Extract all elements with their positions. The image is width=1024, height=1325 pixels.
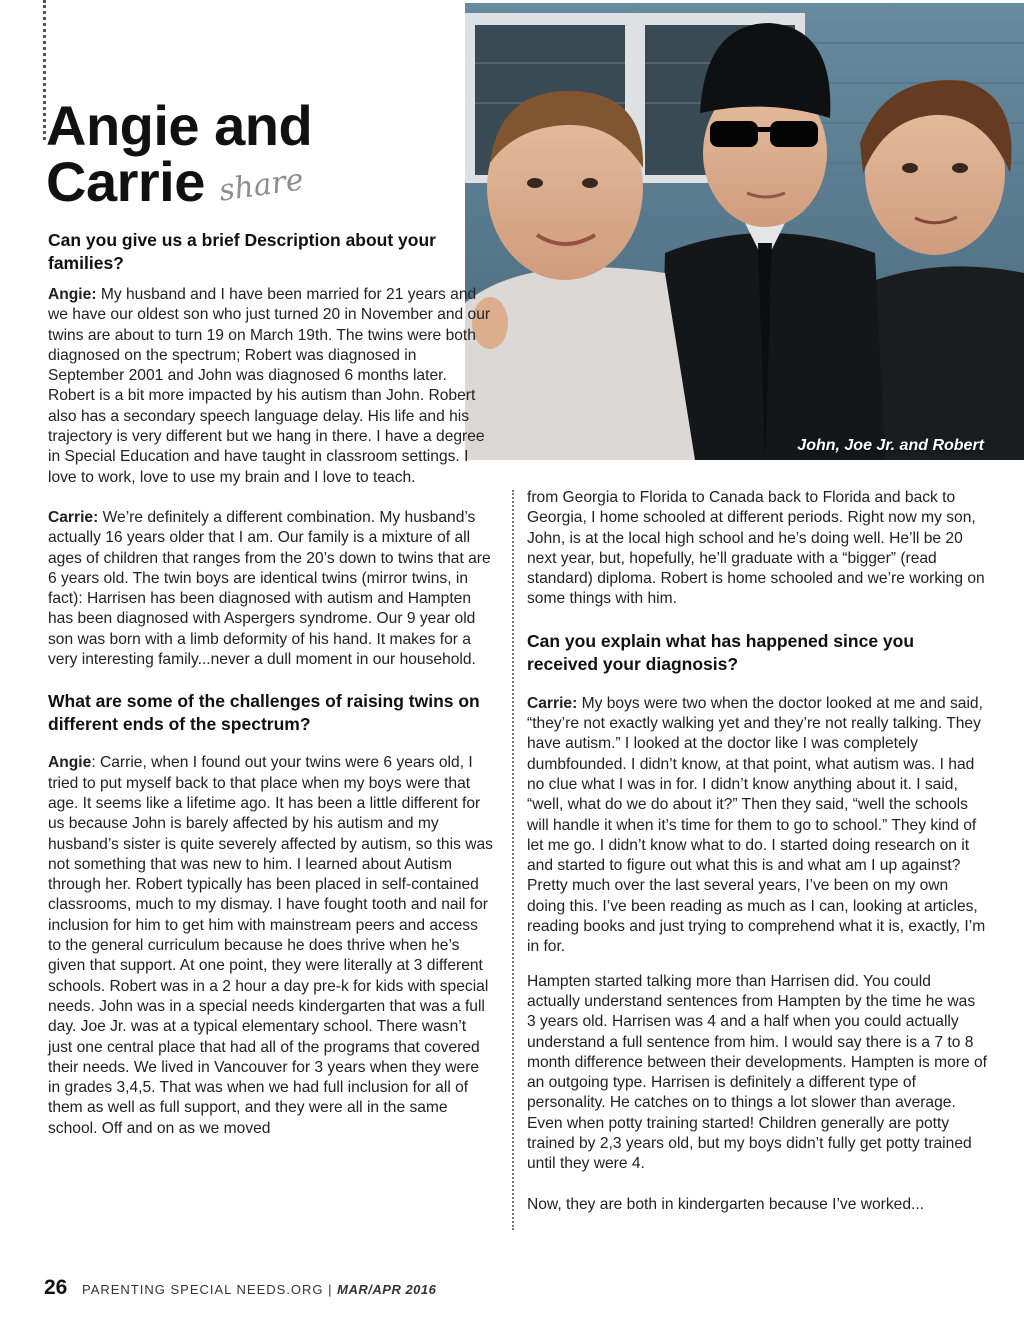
answer-angie-2 xyxy=(48,753,494,1139)
page-number: 26 xyxy=(44,1276,68,1299)
publication-name: PARENTING SPECIAL NEEDS.ORG xyxy=(81,1282,324,1297)
title-line-1: Angie and xyxy=(46,94,313,157)
issue-date: MAR/APR 2016 xyxy=(337,1282,437,1297)
continued-paragraph: from Georgia to Florida to Canada back to Florida and back to Georgia, I home schooled at different periods. Right now my son, John, is at the local high school and he’s doing well. He’ll be 20 next year, but, hopefully, he’ll graduate with a “bigger” (read standard) diploma. Robert is home schooled and we’re working on some things with him. xyxy=(527,489,985,608)
question-family-description: Can you give us a brief Description about your families? xyxy=(48,230,436,273)
paragraph-hampten-harrisen: Hampten started talking more than Harrisen did. You could actually understand sentences from Hampten by the time he was 3 years old. Harrisen was 4 and a half when you could actually understand a full sentence from him. I would say there is a 7 to 8 month difference between their developments. Hampten is more of an outgoing type. Harrisen is definitely a different type of personality. He catches on to things a lot slower than average. Even when potty training started! Children generally are potty trained by 2,3 years old, but my boys didn’t fully get potty trained until they were 4. xyxy=(527,972,987,1173)
answer-carrie-2 xyxy=(527,694,987,958)
title-line-2: Carrie xyxy=(46,150,205,213)
page-footer xyxy=(44,1276,436,1300)
photo-illustration xyxy=(465,3,1024,460)
answer-text: We’re definitely a different combination. My husband’s actually 16 years older that I am. Our family is a mixture of all ages of children that ranges from the 20’s down to twins that are 6 years old. The twin boys are identical twins (mirror twins, in fact): Harrisen has been diagnosed with autism and Hampten has been diagnosed with Aspergers syndrome. Our 9 year old son was born with a limb deformity of his hand. It makes for a very interesting family...never a dull moment in our household. xyxy=(48,508,491,669)
right-column xyxy=(527,488,987,1215)
photo-caption: John, Joe Jr. and Robert xyxy=(797,437,984,454)
share-tag: share xyxy=(216,162,306,209)
answer-carrie-1 xyxy=(48,508,494,670)
speaker-carrie: Carrie: xyxy=(48,508,99,526)
article-title xyxy=(46,94,466,220)
paragraph-kindergarten: Now, they are both in kindergarten because I’ve worked... xyxy=(527,1195,925,1213)
question-challenges: What are some of the challenges of raising twins on different ends of the spectrum? xyxy=(48,691,480,735)
footer-separator: | xyxy=(328,1282,333,1297)
answer-text: My husband and I have been married for 21 years and we have our oldest son who just turned 20 in November and our twins are about to turn 19 on March 19th. The twins were both diagnosed on the spectrum; Robert was diagnosed in September 2001 and John was diagnosed 6 months later. Robert is a bit more impacted by his autism than John. Robert also has a secondary speech language delay. His life and his trajectory is very different but we hang in there. I have a degree in Special Education and have taught in classroom settings. I love to work, love to use my brain and I love to teach. xyxy=(48,286,491,486)
answer-angie-1 xyxy=(48,285,494,488)
speaker-carrie: Carrie: xyxy=(527,694,578,712)
answer-text: : Carrie, when I found out your twins were 6 years old, I tried to put myself back to that place when my boys were that age. It seems like a lifetime ago. It has been a little different for us because John is barely affected by his autism and my husband’s sister is quite severely affected by autism, so this was not something that was new to him. I learned about Autism through her. Robert typically has been placed in self-contained classrooms, much to my dismay. I have fought tooth and nail for inclusion for him to get him with mainstream peers and access to the general curriculum because he does thrive when he’s given that support. At one point, they were literally at 3 different schools. Robert was in a 2 hour a day pre-k for kids with special needs. John was in a special needs kindergarten that was a full day. Joe Jr. was at a typical elementary school. There wasn’t just one central place that had all of the programs that covered their needs. We lived in Vancouver for 3 years when they were in grades 3,4,5. That was when we had full inclusion for all of them as well as full support, and they were all in the same school. Off and on as we moved xyxy=(48,754,493,1137)
column-divider-dotted xyxy=(512,490,514,1230)
answer-text: My boys were two when the doctor looked at me and said, “they’re not exactly walking yet and they’re not really talking. They have autism.” I looked at the doctor like I was completely dumbfounded. I didn’t know, at that point, what autism was. I had no clue what I was in for. I didn’t know anything about it. I said, “well, what do we do about it?” Then they said, “well the schools will handle it when it’s time for them to go to school.” They kind of let me go. I didn’t know what to do. I started doing research on it and started to figure out what this is and what am I up against? Pretty much over the last several years, I’ve been on my own doing this. I’ve been reading as much as I can, looking at articles, reading books and just trying to comprehend what it is, exactly, I’m in for. xyxy=(527,694,986,956)
article-photo xyxy=(465,3,1024,460)
left-column xyxy=(48,229,494,1139)
speaker-angie: Angie: xyxy=(48,286,97,303)
question-since-diagnosis: Can you explain what has happened since you received your diagnosis? xyxy=(527,630,915,674)
speaker-angie: Angie xyxy=(48,754,92,772)
